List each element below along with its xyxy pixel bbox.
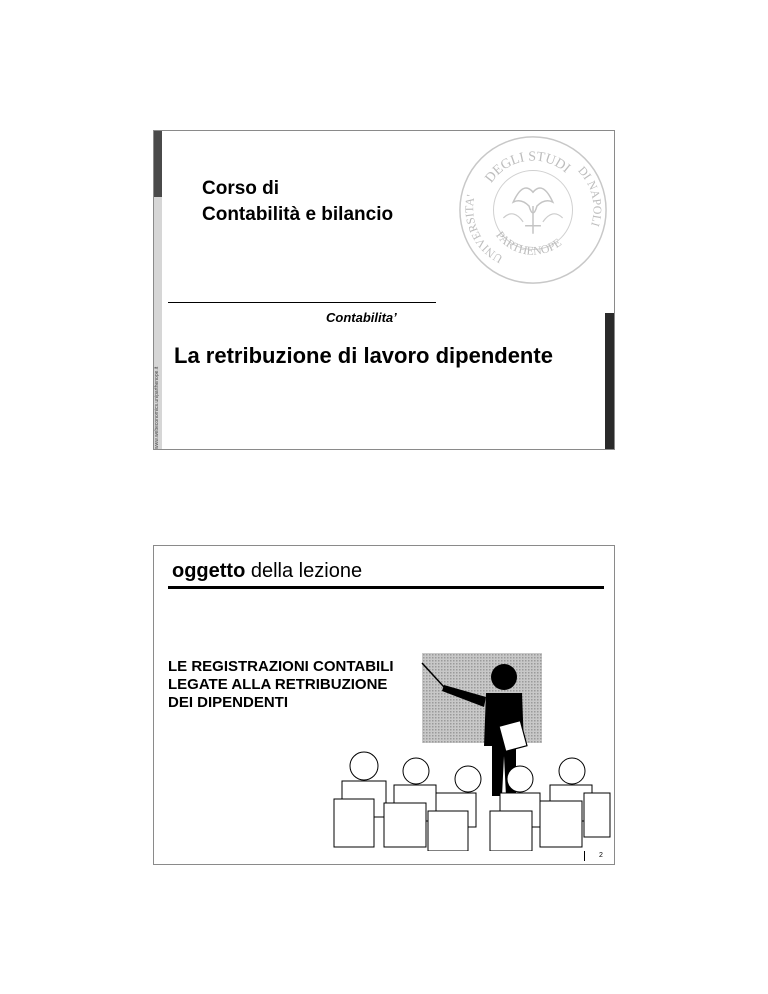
slide-heading bbox=[172, 560, 362, 583]
university-seal-watermark bbox=[454, 131, 612, 289]
vertical-website-text: www.webeconomics.uniparthenope.it bbox=[154, 366, 160, 449]
seal-text-top: DEGLI STUDI bbox=[481, 148, 574, 186]
divider-line bbox=[168, 302, 436, 303]
slide-heading-rest: della lezione bbox=[245, 560, 363, 582]
title-slide bbox=[153, 130, 615, 450]
content-slide bbox=[153, 545, 615, 865]
left-accent-bar-dark bbox=[154, 131, 162, 197]
heading-underline bbox=[168, 586, 604, 589]
page-marker bbox=[584, 851, 585, 861]
page-number: 2 bbox=[599, 852, 603, 859]
seal-text-left: UNIVERSITA' bbox=[462, 193, 505, 267]
course-title: Corso di Contabilità e bilancio bbox=[202, 178, 394, 225]
subject-label: Contabilita’ bbox=[326, 310, 397, 325]
right-accent-bar bbox=[605, 313, 614, 450]
slide-heading-bold: oggetto bbox=[172, 560, 246, 582]
slide-body-text: LE REGISTRAZIONI CONTABILI LEGATE ALLA RETRIBUZIONE DEI DIPENDENTI bbox=[168, 658, 394, 711]
seal-text-bottom: PARTHENOPE bbox=[493, 228, 564, 258]
lesson-title: La retribuzione di lavoro dipendente bbox=[174, 343, 553, 368]
seal-text-right: DI NAPOLI bbox=[575, 163, 605, 229]
